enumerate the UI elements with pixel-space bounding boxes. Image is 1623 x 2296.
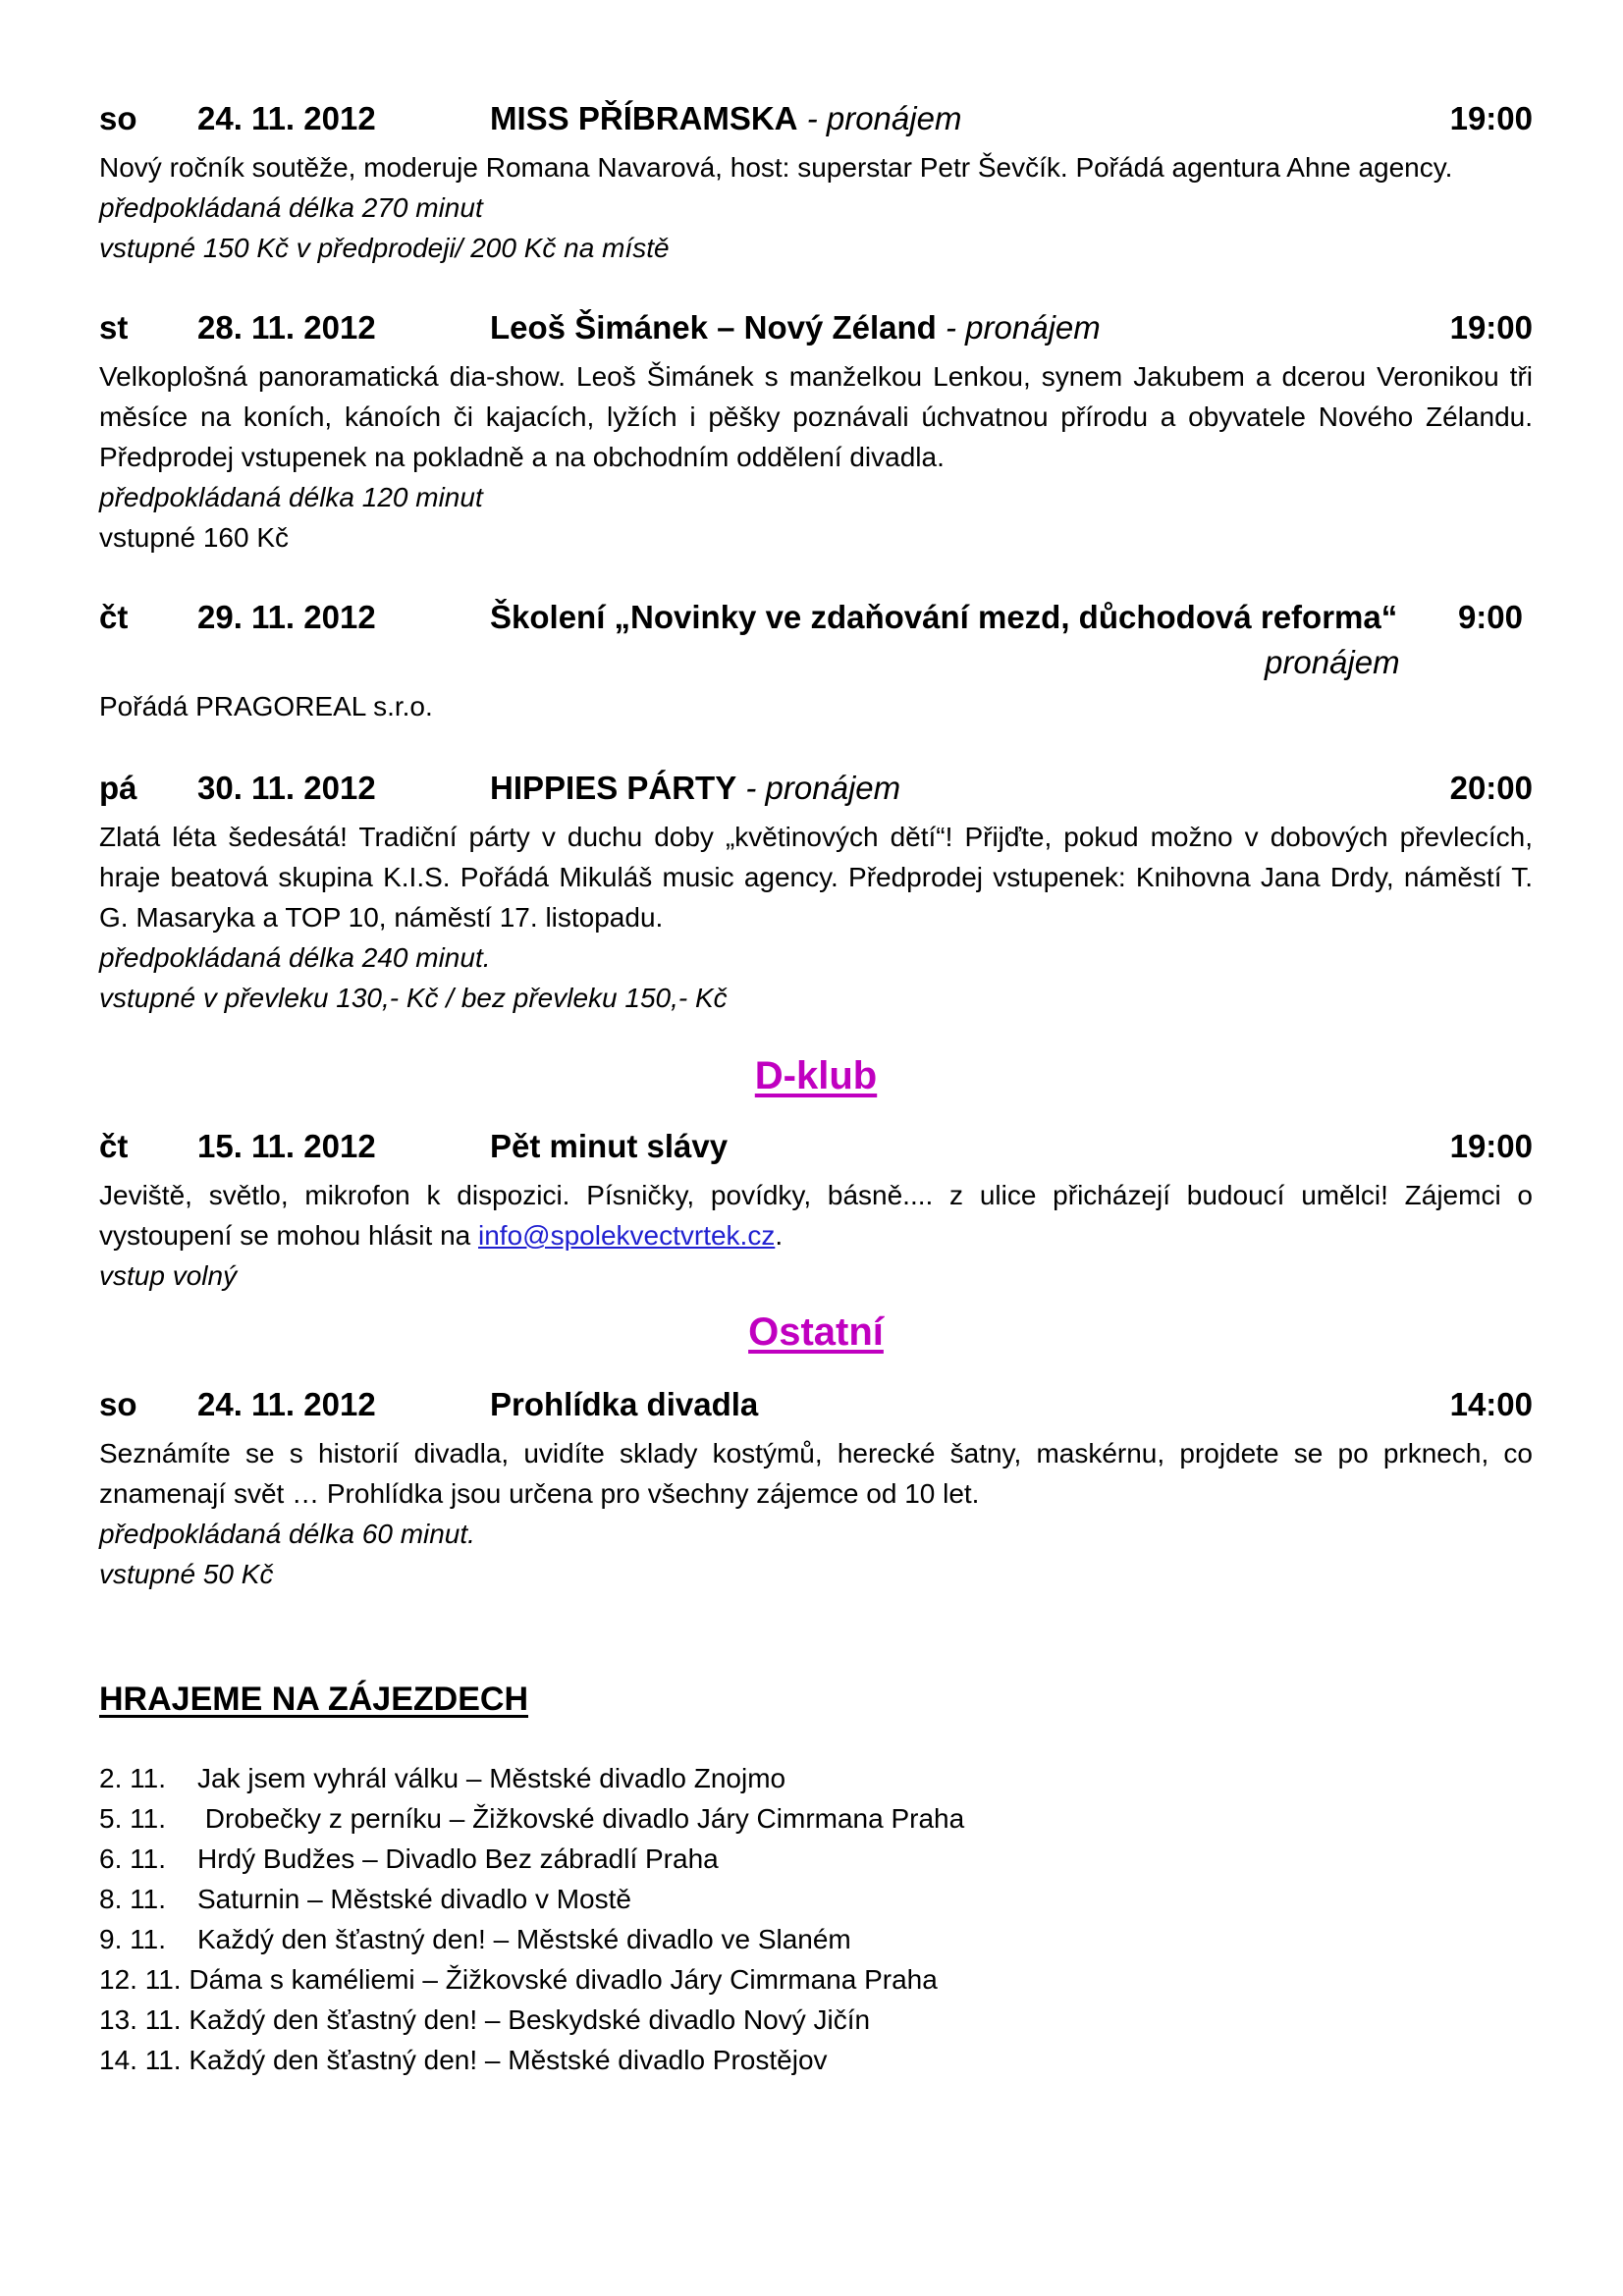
event-day: pá	[99, 770, 137, 806]
event-time: 20:00	[1449, 770, 1533, 806]
section-title-dklub: D-klub	[754, 1054, 878, 1097]
tour-date: 14. 11.	[99, 2045, 182, 2075]
tour-date: 13. 11.	[99, 2004, 182, 2035]
event-description: Pořádá PRAGOREAL s.r.o.	[99, 691, 433, 721]
tour-date: 9. 11.	[99, 1924, 166, 1954]
event-body	[99, 686, 433, 726]
event-time: 19:00	[1449, 100, 1533, 136]
list-item	[99, 1798, 1533, 1839]
event-description: Seznámíte se s historií divadla, uvidíte sklady kostýmů, herecké šatny, maskérnu, projdete se po prknech, co znamenají svět … Prohlídka jsou určena pro všechny zájemce od 10 let.	[99, 1438, 1533, 1509]
tour-text: Jak jsem vyhrál válku – Městské divadlo Znojmo	[197, 1763, 786, 1793]
list-item	[99, 1919, 1533, 1959]
list-item	[99, 1839, 1533, 1879]
event-title: Školení „Novinky ve zdaňování mezd, důchodová reforma“	[490, 599, 1398, 635]
list-item	[99, 2040, 1533, 2080]
event-time: 19:00	[1449, 1128, 1533, 1164]
event-title	[490, 309, 1101, 347]
tour-date: 5. 11.	[99, 1803, 166, 1834]
event-day: čt	[99, 599, 129, 635]
event-header	[99, 307, 1533, 356]
event-description: Velkoplošná panoramatická dia-show. Leoš Šimánek s manželkou Lenkou, synem Jakubem a dcerou Veronikou tři měsíce na koních, kánoích či kajacích, lyžích i pěšky poznávali úchvatnou přírodu a obyvatele Nového Zélandu. Předprodej vstupenek na pokladně a na obchodním oddělení divadla.	[99, 361, 1533, 472]
event-description-end: .	[775, 1220, 784, 1251]
tour-text: Dáma s kaméliemi – Žižkovské divadlo Járy Cimrmana Praha	[189, 1964, 938, 1995]
event-date: 15. 11. 2012	[197, 1128, 376, 1164]
event-body	[99, 356, 1533, 558]
event-price: vstupné 150 Kč v předprodeji/ 200 Kč na místě	[99, 233, 670, 263]
event-note: pronájem	[1265, 644, 1400, 680]
event-price: vstupné 50 Kč	[99, 1559, 274, 1589]
event-date: 28. 11. 2012	[197, 309, 376, 346]
event-price: vstup volný	[99, 1260, 238, 1291]
event-title: Pět minut slávy	[490, 1128, 729, 1164]
event-header	[99, 1126, 1533, 1175]
event-hippies-party	[99, 768, 1533, 1018]
list-item	[99, 2000, 1533, 2040]
event-description: Zlatá léta šedesátá! Tradiční párty v duchu doby „květinových dětí“! Přijďte, pokud možno v dobových převlecích, hraje beatová skupina K.I.S. Pořádá Mikuláš music agency. Předprodej vstupenek: Knihovna Jana Drdy, náměstí T. G. Masaryka a TOP 10, náměstí 17. listopadu.	[99, 822, 1533, 933]
event-body	[99, 817, 1533, 1018]
event-duration: předpokládaná délka 240 minut.	[99, 942, 491, 973]
event-note: - pronájem	[936, 309, 1101, 346]
event-skoleni	[99, 597, 1533, 721]
event-date: 29. 11. 2012	[197, 599, 376, 635]
event-title: Prohlídka divadla	[490, 1386, 759, 1422]
event-day: čt	[99, 1128, 129, 1164]
event-price: vstupné v převleku 130,- Kč / bez převleku 150,- Kč	[99, 983, 728, 1013]
event-miss-pribramska	[99, 98, 1533, 268]
tour-text: Každý den šťastný den! – Městské divadlo ve Slaném	[197, 1924, 851, 1954]
tour-text: Každý den šťastný den! – Beskydské divadlo Nový Jičín	[189, 2004, 871, 2035]
event-title	[490, 100, 961, 137]
tour-text: Hrdý Budžes – Divadlo Bez zábradlí Praha	[197, 1843, 719, 1874]
event-duration: předpokládaná délka 60 minut.	[99, 1519, 475, 1549]
list-item	[99, 1879, 1533, 1919]
event-note: - pronájem	[797, 100, 962, 136]
event-description-text: Jeviště, světlo, mikrofon k dispozici. Písničky, povídky, básně.... z ulice přicházejí budoucí umělci! Zájemci o vystoupení se mohou hlásit na	[99, 1180, 1533, 1251]
event-prohlidka-divadla	[99, 1384, 1533, 1594]
email-link[interactable]: info@spolekvectvrtek.cz	[478, 1220, 776, 1251]
event-title-text: HIPPIES PÁRTY	[490, 770, 737, 806]
tour-date: 8. 11.	[99, 1884, 166, 1914]
tour-date: 6. 11.	[99, 1843, 166, 1874]
tour-text: Saturnin – Městské divadlo v Mostě	[197, 1884, 631, 1914]
event-body	[99, 1175, 1533, 1296]
event-note: - pronájem	[736, 770, 901, 806]
event-time: 14:00	[1449, 1386, 1533, 1422]
event-body	[99, 1433, 1533, 1594]
event-duration: předpokládaná délka 270 minut	[99, 192, 483, 223]
tours-heading: HRAJEME NA ZÁJEZDECH	[99, 1681, 529, 1718]
tour-text: Drobečky z perníku – Žižkovské divadlo Járy Cimrmana Praha	[197, 1803, 965, 1834]
section-title-ostatni: Ostatní	[748, 1310, 884, 1354]
event-title-text: MISS PŘÍBRAMSKA	[490, 100, 798, 136]
event-date: 24. 11. 2012	[197, 100, 376, 136]
list-item	[99, 1959, 1533, 2000]
event-header	[99, 597, 1533, 646]
event-day: so	[99, 100, 137, 136]
event-time: 9:00	[1457, 599, 1523, 635]
tour-date: 12. 11.	[99, 1964, 182, 1995]
event-pet-minut-slavy	[99, 1126, 1533, 1296]
event-header	[99, 1384, 1533, 1433]
event-description	[99, 1175, 1533, 1255]
event-body	[99, 147, 1533, 268]
event-description: Nový ročník soutěže, moderuje Romana Navarová, host: superstar Petr Ševčík. Pořádá agentura Ahne agency.	[99, 152, 1453, 183]
event-price: vstupné 160 Kč	[99, 522, 290, 553]
event-title	[490, 770, 900, 807]
event-date: 30. 11. 2012	[197, 770, 376, 806]
tours-list	[99, 1758, 1533, 2080]
tour-text: Každý den šťastný den! – Městské divadlo Prostějov	[189, 2045, 828, 2075]
event-title-text: Leoš Šimánek – Nový Zéland	[490, 309, 937, 346]
event-header	[99, 768, 1533, 817]
event-duration: předpokládaná délka 120 minut	[99, 482, 483, 512]
list-item	[99, 1758, 1533, 1798]
event-day: so	[99, 1386, 137, 1422]
event-day: st	[99, 309, 129, 346]
event-header	[99, 98, 1533, 147]
event-time: 19:00	[1449, 309, 1533, 346]
program-page	[99, 98, 1533, 2080]
tour-date: 2. 11.	[99, 1763, 166, 1793]
event-simanek	[99, 307, 1533, 558]
event-date: 24. 11. 2012	[197, 1386, 376, 1422]
